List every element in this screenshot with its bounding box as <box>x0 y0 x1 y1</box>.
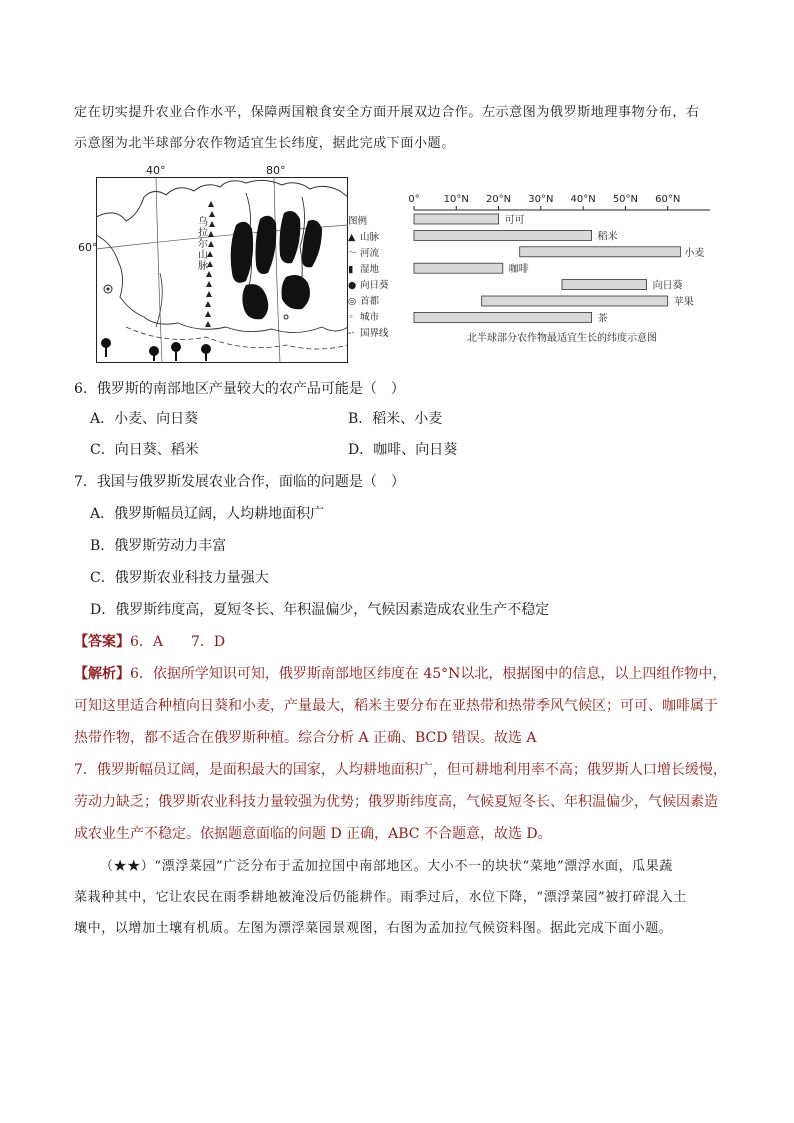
chart-tick-label: 60°N <box>655 194 681 205</box>
ural-mountains-label: 乌拉尔山脉 <box>198 217 208 272</box>
q6-option-a[interactable]: A．小麦、向日葵 <box>90 411 199 427</box>
chart-bar-label: 可可 <box>504 215 525 226</box>
chart-tick-label: 10°N <box>443 194 469 205</box>
chart-tick-label: 50°N <box>612 194 639 205</box>
river-icon: 〜 <box>348 248 358 259</box>
lon-label-80: 80° <box>266 164 286 177</box>
chart-bar-label: 小麦 <box>684 247 705 259</box>
analysis-line-6: 成农业生产不稳定。依据题意面临的问题 D 正确，ABC 不合题意，故选 D。 <box>74 826 552 842</box>
q7-stem: 7．我国与俄罗斯发展农业合作，面临的问题是（ ） <box>74 474 405 490</box>
lat-label-60: 60° <box>78 241 98 254</box>
chart-bar <box>414 230 592 240</box>
analysis-line-2: 可知这里适合种植向日葵和小麦，产量最大，稻米主要分布在亚热带和热带季风气候区；可可、咖啡属于 <box>74 698 718 714</box>
legend-river-label: 河流 <box>360 248 380 259</box>
intro2-line-3: 壤中，以增加土壤有机质。左图为漂浮菜园景观图，右图为孟加拉气候资料图。据此完成下面小题。 <box>74 921 673 936</box>
legend-border-label: 国界线 <box>360 328 389 339</box>
city-icon: ◦ <box>348 312 354 323</box>
chart-bar-label: 茶 <box>597 313 608 325</box>
intro2-line-2: 菜栽种其中，它让农民在雨季耕地被淹没后仍能耕作。雨季过后，水位下降，“漂浮菜园”被打碎混入土 <box>74 890 687 905</box>
q6-option-b[interactable]: B．稻米、小麦 <box>348 411 443 427</box>
legend-capital-label: 首都 <box>360 296 380 307</box>
chart-bar-label: 咖啡 <box>508 264 529 276</box>
chart-bar-label: 向日葵 <box>652 280 683 292</box>
chart-bar-label: 稻米 <box>597 231 618 243</box>
chart-tick-label: 40°N <box>570 194 596 205</box>
answer-line <box>74 635 225 649</box>
chart-bar-label: 苹果 <box>673 297 694 308</box>
analysis-line-5: 劳动力缺乏；俄罗斯农业科技力量较强为优势；俄罗斯纬度高，气候夏短冬长、年积温偏少，气候因素造 <box>74 794 718 810</box>
wetland-icon: ▮ <box>348 264 354 275</box>
analysis-line-3: 热带作物，都不适合在俄罗斯种植。综合分析 A 正确、BCD 错误。故选 A <box>74 730 537 746</box>
q6-option-d[interactable]: D．咖啡、向日葵 <box>348 442 458 458</box>
chart-tick-label: 0° <box>408 194 420 205</box>
chart-bar <box>562 280 647 290</box>
intro2-line-1: （★★）“漂浮菜园”广泛分布于孟加拉国中南部地区。大小不一的块状“菜地”漂浮水面，瓜果蔬 <box>100 859 673 874</box>
chart-tick-label: 20°N <box>485 194 512 205</box>
russia-map-svg <box>96 177 348 363</box>
sunflower-icon: ● <box>348 280 357 291</box>
legend-sunflower-label: 向日葵 <box>360 280 389 291</box>
analysis-text-1: 6．依据所学知识可知，俄罗斯南部地区纬度在 45°N以北，根据图中的信息，以上四组作物中， <box>130 666 727 682</box>
q6-option-c[interactable]: C．向日葵、稻米 <box>90 442 199 458</box>
legend-title: 图例 <box>348 216 368 227</box>
chart-bar <box>482 296 668 306</box>
capital-icon: ◎ <box>348 296 357 307</box>
intro-line-2: 示意图为北半球部分农作物适宜生长纬度，据此完成下面小题。 <box>74 136 455 151</box>
legend-city-label: 城市 <box>360 312 380 323</box>
lon-label-40: 40° <box>146 164 166 177</box>
analysis-tag: 【解析】 <box>74 666 130 682</box>
q7-option-d[interactable]: D．俄罗斯纬度高，夏短冬长、年积温偏少，气候因素造成农业生产不稳定 <box>90 602 550 618</box>
analysis-line-4: 7．俄罗斯幅员辽阔，是面积最大的国家，人均耕地面积广，但可耕地利用率不高；俄罗斯人口增长缓慢， <box>74 762 727 778</box>
mountain-icon: ▲ <box>348 232 356 243</box>
legend-mountain-label: 山脉 <box>360 232 380 243</box>
q6-stem: 6．俄罗斯的南部地区产量较大的农产品可能是（ ） <box>74 381 405 397</box>
chart-title: 北半球部分农作物最适宜生长的纬度示意图 <box>467 332 657 344</box>
answer-tag: 【答案】 <box>74 634 130 650</box>
crop-latitude-chart-svg <box>364 190 714 352</box>
chart-bar <box>414 312 592 322</box>
crop-latitude-chart <box>364 190 714 352</box>
answer-text: 6．A 7．D <box>130 634 226 650</box>
chart-tick-label: 30°N <box>528 194 554 205</box>
q7-option-b[interactable]: B．俄罗斯劳动力丰富 <box>90 538 227 554</box>
chart-bar <box>414 214 499 224</box>
q7-option-c[interactable]: C．俄罗斯农业科技力量强大 <box>90 570 269 586</box>
q7-option-a[interactable]: A．俄罗斯幅员辽阔，人均耕地面积广 <box>90 506 325 522</box>
chart-bar <box>520 247 681 257</box>
chart-bar <box>414 263 503 273</box>
intro-line-1: 定在切实提升农业合作水平，保障两国粮食安全方面开展双边合作。左示意图为俄罗斯地理事物分布，右 <box>74 105 700 120</box>
legend-wetland-label: 湿地 <box>360 264 380 275</box>
russia-map <box>78 164 348 363</box>
analysis-line-1 <box>74 667 726 681</box>
border-icon: -· <box>348 328 355 339</box>
